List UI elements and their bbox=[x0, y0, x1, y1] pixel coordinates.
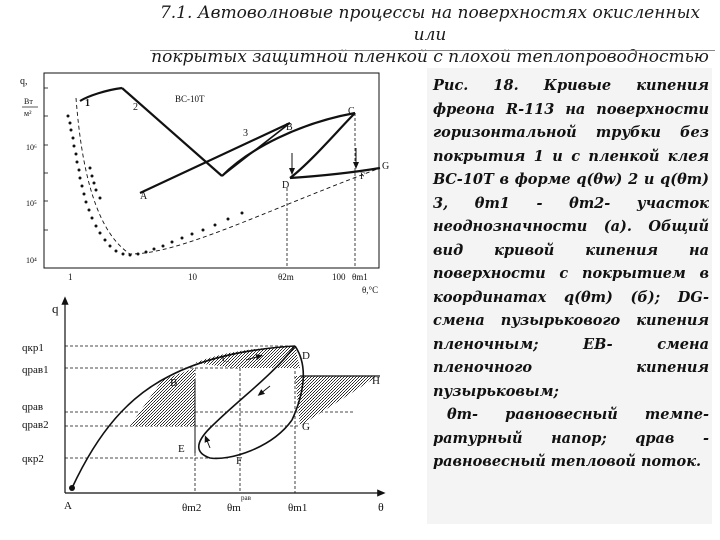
y-tick-1e4: 10⁴ bbox=[26, 256, 37, 265]
point-a-label: A bbox=[140, 191, 148, 202]
caption-notes: θm- равновесный темпе-ратурный напор; qрав - равновесный тепловой поток. bbox=[433, 406, 709, 470]
label-qrav1: qрав1 bbox=[22, 364, 49, 376]
curve-label-3: 3 bbox=[243, 128, 248, 139]
point-g-label-b: G bbox=[302, 421, 310, 433]
curve-3-upper bbox=[290, 113, 355, 178]
point-f-label: F bbox=[360, 171, 366, 181]
caption-main: Рис. 18. Кривые кипения фреона R-113 на поверхности горизонтальной трубки без покрытия 1 и с пленкой клея ВС-10Т в форме q(θw) 2 и q(θm) 3, θm1 - θm2- участок неоднозначности (а). Общий вид кривой кипения на поверхности с покрытием в координатах q(θm) (б); DG- смена пузырькового кипения пленочным; EB- смена пленочного кипения пузырьковым; bbox=[433, 77, 709, 400]
x-tick-theta2m: θ2m bbox=[278, 272, 294, 282]
y-axis-label-q: q, bbox=[20, 76, 28, 87]
point-e-label-b: E bbox=[178, 443, 185, 455]
label-qkr2: qкр2 bbox=[22, 453, 44, 465]
x-tick-100: 100 bbox=[332, 272, 346, 282]
point-d-label: D bbox=[282, 180, 290, 191]
label-qrav: qрав bbox=[22, 401, 44, 413]
figure-b-guides bbox=[65, 346, 355, 493]
header-line-1: 7.1. Автоволновые процессы на поверхностях окисленных или bbox=[159, 3, 701, 45]
point-c-label-b: C bbox=[222, 353, 230, 365]
label-thetam-sup: рав bbox=[241, 494, 251, 502]
point-d-label-b: D bbox=[302, 350, 310, 362]
x-axis-label: θ,°C bbox=[362, 285, 379, 295]
point-f-label-b: F bbox=[236, 455, 243, 467]
header-divider bbox=[150, 50, 715, 51]
point-a-label-b: A bbox=[64, 500, 72, 512]
y-tick-1e6: 10⁶ bbox=[26, 143, 37, 152]
x-tick-thetam1: θm1 bbox=[352, 272, 368, 282]
figure-b bbox=[22, 300, 384, 514]
point-g-label: G bbox=[382, 161, 390, 172]
hatch-cd-region bbox=[195, 346, 300, 368]
arrow-loop-2 bbox=[206, 438, 210, 448]
x-tick-1: 1 bbox=[68, 272, 73, 282]
curve-label-1: 1 bbox=[85, 98, 90, 109]
label-thetam: θm bbox=[227, 502, 241, 514]
arrow-loop-1 bbox=[260, 386, 270, 394]
label-qrav2: qрав2 bbox=[22, 419, 49, 431]
label-qkr1: qкр1 bbox=[22, 342, 44, 354]
point-a-marker bbox=[69, 485, 75, 491]
curve-3-lower bbox=[140, 123, 290, 193]
point-b-label: B bbox=[286, 122, 293, 133]
figure-a-frame bbox=[44, 73, 379, 268]
point-h-label-b: H bbox=[372, 375, 380, 387]
figure-caption bbox=[433, 74, 709, 474]
curve-label-2: 2 bbox=[133, 102, 138, 113]
figure-b-y-label: q bbox=[52, 301, 59, 316]
page-header bbox=[150, 2, 710, 68]
point-b-label-b: B bbox=[170, 377, 178, 389]
curve-1-envelope bbox=[76, 98, 380, 254]
hatch-dh-region bbox=[295, 376, 378, 426]
legend-bc10t: ВС-10Т bbox=[175, 94, 205, 104]
header-line-2: покрытых защитной пленкой с плохой теплопроводностью bbox=[151, 47, 709, 67]
y-tick-1e5: 10⁵ bbox=[26, 199, 37, 208]
point-c-label: C bbox=[348, 106, 355, 117]
label-theta: θ bbox=[378, 500, 384, 514]
x-tick-10: 10 bbox=[188, 272, 197, 282]
label-thetam1: θm1 bbox=[288, 502, 308, 514]
y-ticks bbox=[44, 88, 48, 230]
figure-a bbox=[20, 73, 389, 295]
boiling-curves-figure bbox=[10, 68, 420, 538]
hatch-eb-region bbox=[130, 368, 195, 426]
y-axis-unit-top: Вт bbox=[24, 97, 33, 106]
label-thetam2: θm2 bbox=[182, 502, 202, 514]
y-axis-unit-bottom: м² bbox=[24, 109, 32, 118]
